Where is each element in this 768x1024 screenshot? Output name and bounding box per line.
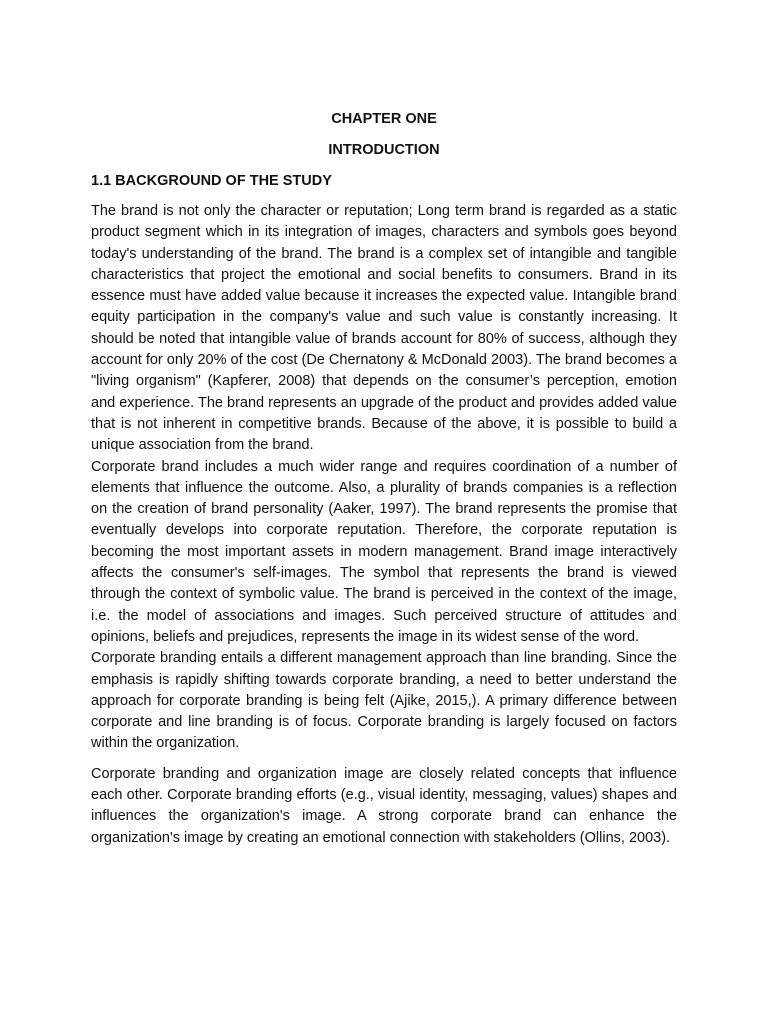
section-heading: 1.1 BACKGROUND OF THE STUDY <box>91 173 332 189</box>
chapter-subtitle: INTRODUCTION <box>328 142 440 158</box>
body-paragraph-3: Corporate branding entails a different management approach than line branding. Since the emphasis is rapidly shifting towards corporate branding, a need to better understand the approach for corporate branding is being felt (Ajike, 2015,). A primary difference between corporate and line branding is of focus. Corporate branding is largely focused on factors within the organization. <box>91 650 677 752</box>
body-paragraph-1: The brand is not only the character or reputation; Long term brand is regarded as a static product segment which in its integration of images, characters and symbols goes beyond today's understanding of the brand. The brand is a complex set of intangible and tangible characteristics that project the emotional and social benefits to consumers. Brand in its essence must have added value because it increases the expected value. Intangible brand equity participation in the company's value and such value is constantly increasing. It should be noted that intangible value of brands account for 80% of success, although they account for only 20% of the cost (De Chernatony & McDonald 2003). The brand becomes a "living organism" (Kapferer, 2008) that depends on the consumer’s perception, emotion and experience. The brand represents an upgrade of the product and provides added value that is not inherent in competitive brands. Because of the above, it is possible to build a unique association from the brand. <box>91 203 677 454</box>
body-paragraph-2: Corporate brand includes a much wider range and requires coordination of a number of elements that influence the outcome. Also, a plurality of brands companies is a reflection on the creation of brand personality (Aaker, 1997). The brand represents the promise that eventually develops into corporate reputation. Therefore, the corporate reputation is becoming the most important assets in modern management. Brand image interactively affects the consumer's self-images. The symbol that represents the brand is viewed through the context of symbolic value. The brand is perceived in the context of the image, i.e. the model of associations and images. Such perceived structure of attitudes and opinions, beliefs and prejudices, represents the image in its widest sense of the word. <box>91 458 677 645</box>
document-page <box>91 108 677 849</box>
chapter-title: CHAPTER ONE <box>331 111 437 127</box>
body-paragraph-4: Corporate branding and organization image are closely related concepts that influence each other. Corporate branding efforts (e.g., visual identity, messaging, values) shapes and influences the organization's image. A strong corporate brand can enhance the organization's image by creating an emotional connection with stakeholders (Ollins, 2003). <box>91 765 677 846</box>
